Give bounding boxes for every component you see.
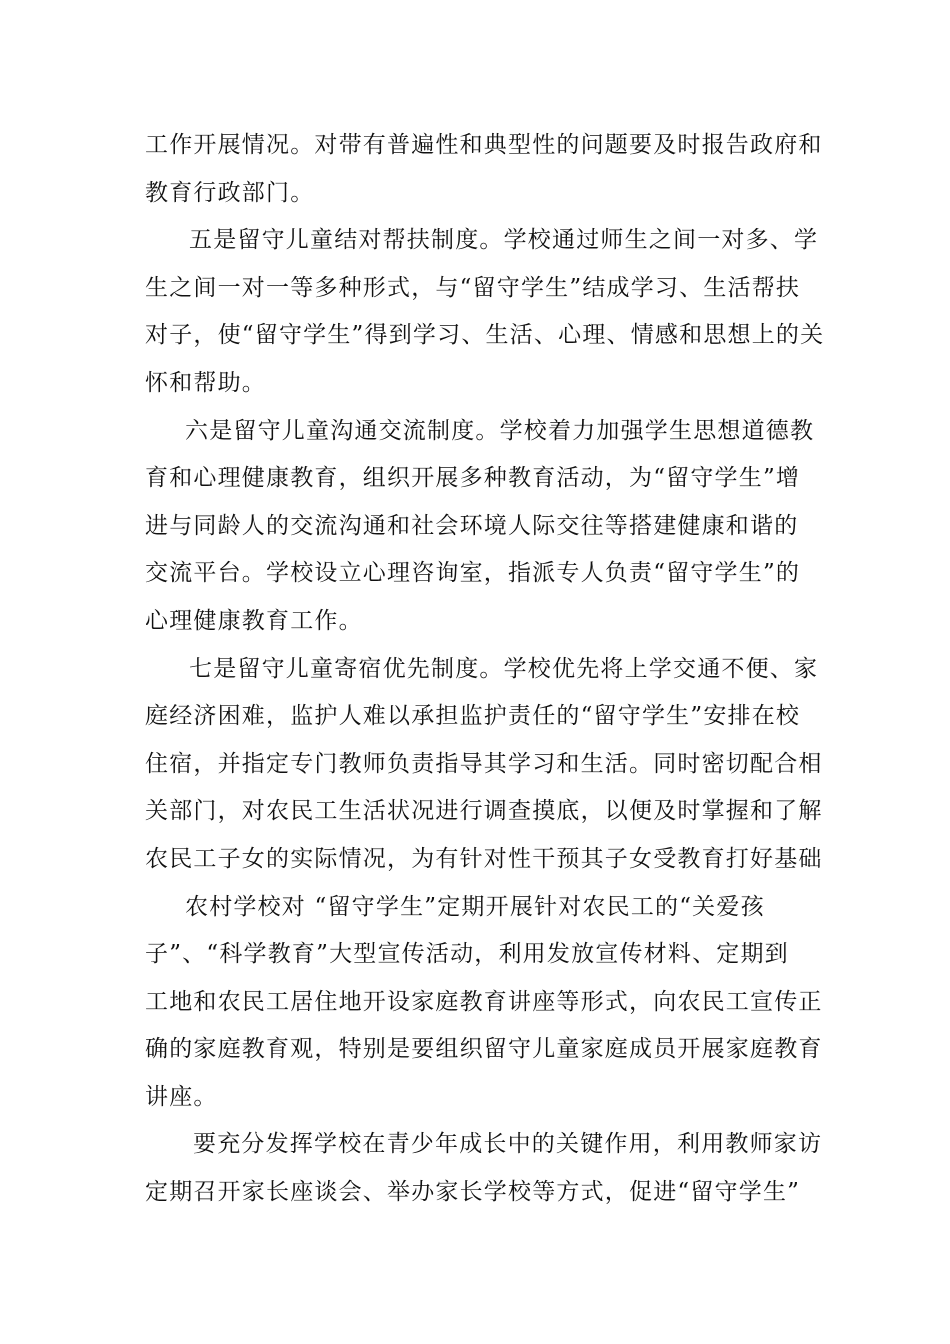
text-line: 住宿，并指定专门教师负责指导其学习和生活。同时密切配合相 [145, 750, 823, 777]
text-line: 工地和农民工居住地开设家庭教育讲座等形式，向农民工宣传正 [145, 988, 823, 1015]
text-line: 进与同龄人的交流沟通和社会环境人际交往等搭建健康和谐的 [145, 512, 799, 539]
text-line: 交流平台。学校设立心理咨询室，指派专人负责“留守学生”的 [145, 560, 801, 587]
paragraph-start-line: 七是留守儿童寄宿优先制度。学校优先将上学交通不便、家 [189, 655, 819, 682]
text-line: 育和心理健康教育，组织开展多种教育活动，为“留守学生”增 [145, 465, 801, 492]
text-line: 工作开展情况。对带有普遍性和典型性的问题要及时报告政府和 [145, 132, 823, 158]
paragraph-start-line: 五是留守儿童结对帮扶制度。学校通过师生之间一对多、学 [189, 227, 819, 254]
text-line: 关部门，对农民工生活状况进行调查摸底，以便及时掌握和了解 [145, 798, 823, 825]
text-line: 教育行政部门。 [145, 179, 315, 206]
body-text [145, 122, 825, 1217]
paragraph-start-line: 农村学校对 “留守学生”定期开展针对农民工的“关爱孩 [185, 893, 765, 920]
text-line: 怀和帮助。 [145, 369, 266, 396]
paragraph-start-line: 要充分发挥学校在青少年成长中的关键作用，利用教师家访 [193, 1131, 823, 1158]
text-line: 心理健康教育工作。 [145, 607, 363, 634]
paragraph-start-line: 六是留守儿童沟通交流制度。学校着力加强学生思想道德教 [185, 417, 815, 444]
text-line: 农民工子女的实际情况，为有针对性干预其子女受教育打好基础 [145, 845, 823, 872]
text-line: 定期召开家长座谈会、举办家长学校等方式，促进“留守学生” [145, 1179, 801, 1206]
text-line: 确的家庭教育观，特别是要组织留守儿童家庭成员开展家庭教育 [145, 1036, 823, 1063]
text-line: 子”、“科学教育”大型宣传活动，利用发放宣传材料、定期到 [145, 941, 789, 968]
text-line: 生之间一对一等多种形式，与“留守学生”结成学习、生活帮扶 [145, 274, 801, 301]
text-line: 庭经济困难，监护人难以承担监护责任的“留守学生”安排在校 [145, 703, 801, 730]
text-line: 讲座。 [145, 1083, 218, 1110]
text-line: 对子，使“留守学生”得到学习、生活、心理、情感和思想上的关 [145, 322, 825, 349]
